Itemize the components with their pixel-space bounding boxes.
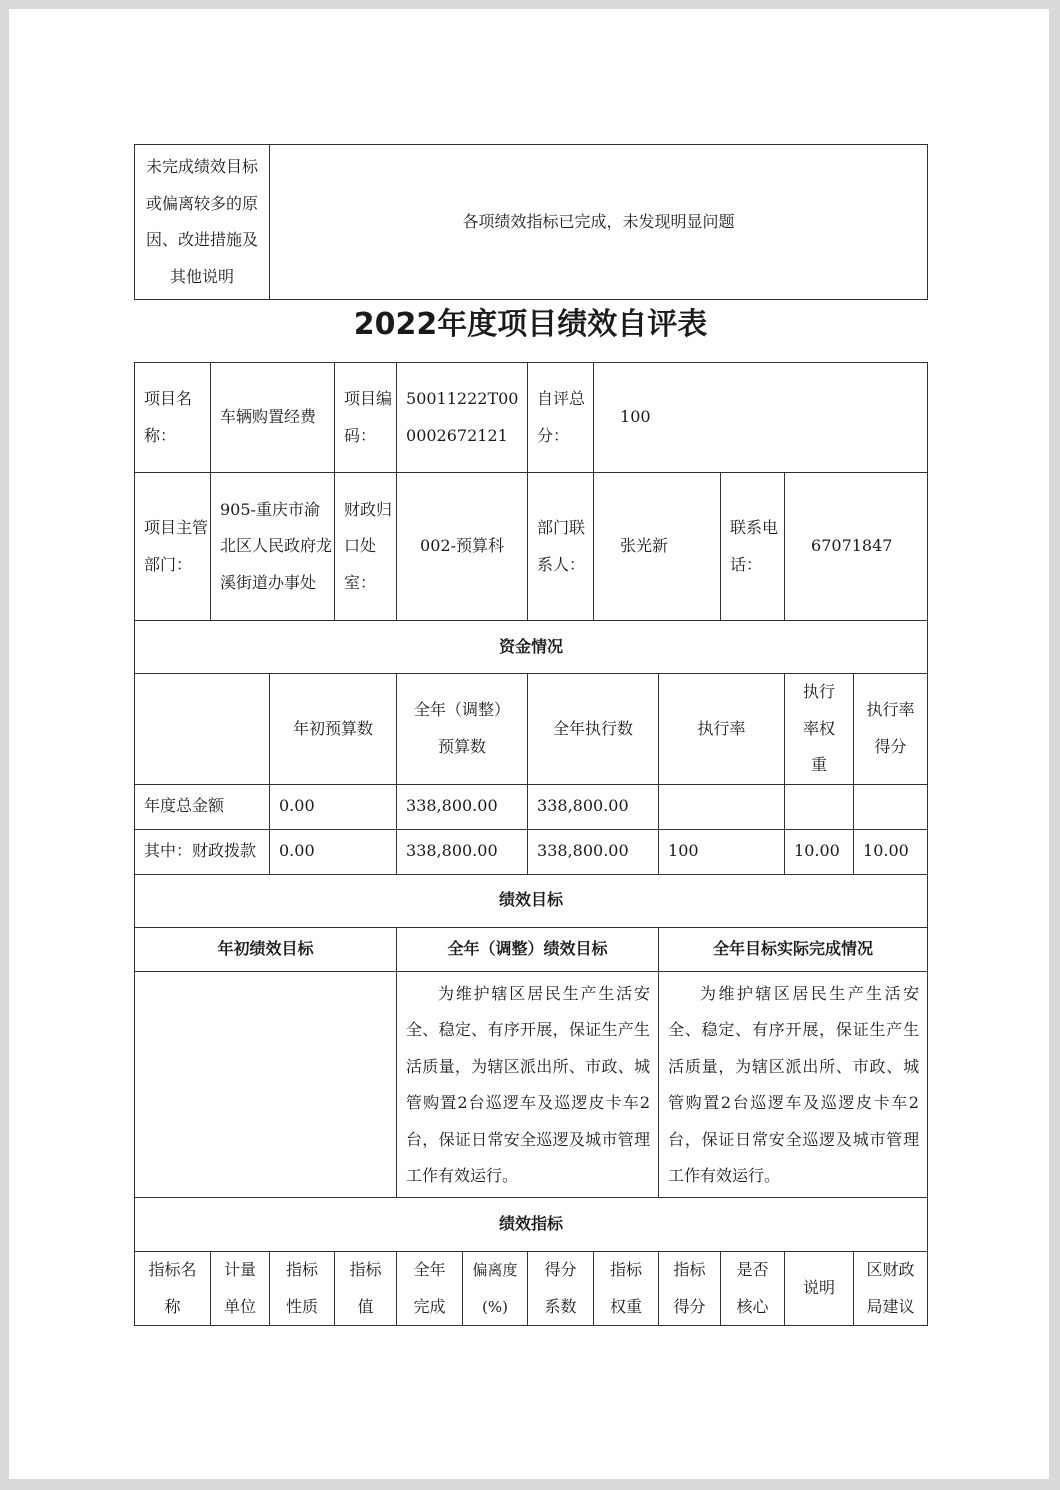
goals-adjusted-text: 为维护辖区居民生产生活安全、稳定、有序开展，保证生产生活质量，为辖区派出所、市政、城管购置2台巡逻车及巡逻皮卡车2台，保证日常安全巡逻及城市管理工作有效运行。 <box>406 983 651 1186</box>
funds-cell: 338,800.00 <box>528 784 659 829</box>
contact-value: 张光新 <box>594 473 721 621</box>
dept-label: 项目主管部门： <box>135 473 211 621</box>
ind-header-core: 是否核心 <box>721 1252 785 1326</box>
notes-label: 未完成绩效目标或偏离较多的原因、改进措施及其他说明 <box>135 145 270 300</box>
ind-header-unit: 计量单位 <box>211 1252 270 1326</box>
funds-cell <box>659 784 785 829</box>
goals-header-adjusted: 全年（调整）绩效目标 <box>397 927 659 971</box>
funds-cell: 100 <box>659 829 785 874</box>
indicators-section-title: 绩效指标 <box>135 1198 928 1252</box>
funds-cell: 0.00 <box>270 829 397 874</box>
ind-header-nature: 指标性质 <box>270 1252 335 1326</box>
ind-header-name: 指标名称 <box>135 1252 211 1326</box>
funds-header-blank <box>135 674 270 785</box>
notes-content: 各项绩效指标已完成，未发现明显问题 <box>270 145 928 300</box>
document-page <box>9 9 1049 1479</box>
score-value: 100 <box>594 363 928 473</box>
score-label: 自评总分： <box>528 363 594 473</box>
goals-initial-text <box>135 971 397 1198</box>
funds-cell: 338,800.00 <box>397 829 528 874</box>
goals-section-title: 绩效目标 <box>135 874 928 927</box>
goals-actual-text: 为维护辖区居民生产生活安全、稳定、有序开展，保证生产生活质量，为辖区派出所、市政、城管购置2台巡逻车及巡逻皮卡车2台，保证日常安全巡逻及城市管理工作有效运行。 <box>668 983 920 1186</box>
funds-header-rate-score: 执行率得分 <box>854 674 928 785</box>
goals-adjusted-cell <box>397 971 659 1198</box>
dept-value: 905-重庆市渝北区人民政府龙溪街道办事处 <box>211 473 335 621</box>
funds-cell <box>785 784 854 829</box>
funds-row-label: 其中：财政拨款 <box>135 829 270 874</box>
funds-section-title: 资金情况 <box>135 621 928 674</box>
project-name-label: 项目名称： <box>135 363 211 473</box>
funds-cell: 10.00 <box>854 829 928 874</box>
ind-header-deviation: 偏离度(%) <box>463 1252 528 1326</box>
ind-header-suggestion: 区财政局建议 <box>854 1252 928 1326</box>
funds-cell: 10.00 <box>785 829 854 874</box>
funds-header-initial-budget: 年初预算数 <box>270 674 397 785</box>
phone-value: 67071847 <box>785 473 928 621</box>
goals-header-actual: 全年目标实际完成情况 <box>659 927 928 971</box>
goals-header-initial: 年初绩效目标 <box>135 927 397 971</box>
ind-header-completion: 全年完成 <box>397 1252 463 1326</box>
funds-header-executed: 全年执行数 <box>528 674 659 785</box>
funds-cell: 0.00 <box>270 784 397 829</box>
funds-row-label: 年度总金额 <box>135 784 270 829</box>
project-code-label: 项目编码： <box>335 363 397 473</box>
funds-cell: 338,800.00 <box>397 784 528 829</box>
goals-actual-cell <box>659 971 928 1198</box>
page-title: 2022年度项目绩效自评表 <box>353 307 708 342</box>
evaluation-table <box>134 362 928 1326</box>
funds-cell: 338,800.00 <box>528 829 659 874</box>
funds-header-rate-weight: 执行率权重 <box>785 674 854 785</box>
ind-header-coefficient: 得分系数 <box>528 1252 594 1326</box>
phone-label: 联系电话： <box>721 473 785 621</box>
funds-header-exec-rate: 执行率 <box>659 674 785 785</box>
ind-header-value: 指标值 <box>335 1252 397 1326</box>
ind-header-description: 说明 <box>785 1252 854 1326</box>
finance-label: 财政归口处室： <box>335 473 397 621</box>
contact-label: 部门联系人： <box>528 473 594 621</box>
funds-cell <box>854 784 928 829</box>
funds-header-adjusted-budget: 全年（调整）预算数 <box>397 674 528 785</box>
ind-header-weight: 指标权重 <box>594 1252 659 1326</box>
notes-table <box>134 144 928 300</box>
ind-header-score: 指标得分 <box>659 1252 721 1326</box>
project-name-value: 车辆购置经费 <box>211 363 335 473</box>
finance-value: 002-预算科 <box>397 473 528 621</box>
project-code-value: 50011222T000002672121 <box>397 363 528 473</box>
